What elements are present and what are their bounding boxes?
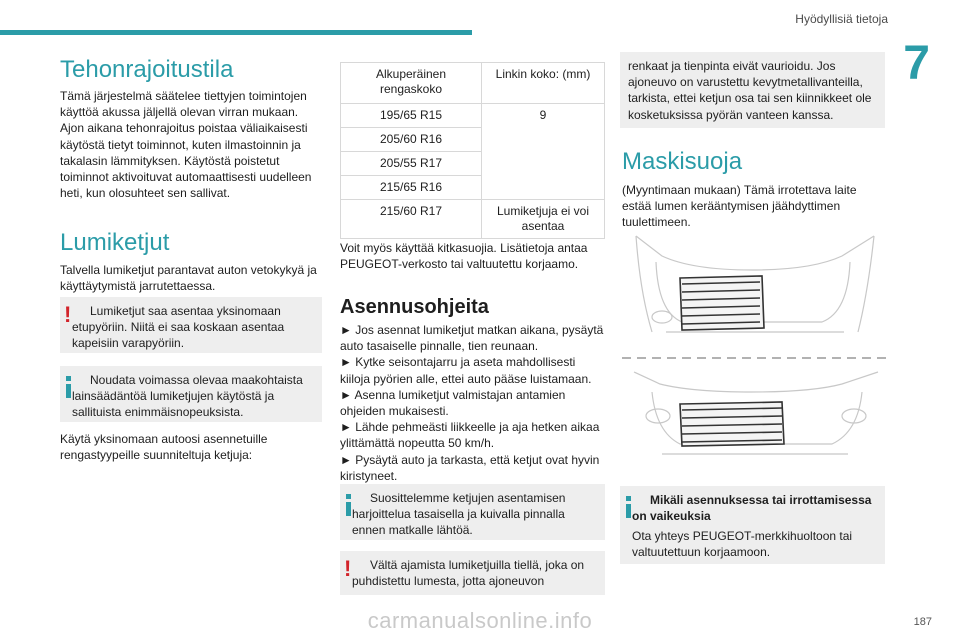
installation-title: Asennusohjeita — [340, 296, 489, 318]
chains-usage-text: Käytä yksinomaan autoosi asennetuille rengastyypeille suunniteltuja ketjuja: — [60, 432, 268, 463]
chapter-number: 7 — [903, 37, 930, 90]
step-2: ► Kytke seisontajarru ja aseta mahdollisesti kiiloja pyörien alle, ettei auto pääse luistamaan. — [340, 355, 592, 386]
info-note-legislation: Noudata voimassa olevaa maakohtaista lainsäädäntöä lumiketjujen käytöstä ja sallituista enimmäisnopeuksista. — [60, 366, 322, 422]
section-title: Hyödyllisiä tietoja — [795, 12, 888, 26]
installation-steps — [340, 322, 605, 484]
snow-chains-text: Talvella lumiketjut parantavat auton vetokykyä ja käyttäytymistä jarrutettaessa. — [60, 263, 317, 294]
power-limit-text: Tämä järjestelmä säätelee tiettyjen toimintojen käyttöä akussa jäljellä olevan virran mukaan. Ajon aikana tehonrajoitus poistaa väliaikaisesti käytöstä tietyt toiminnot, kuten ilmastoinnin ja takalasin lämmityksen. Käytöstä poistetut toiminnot aktivoituvat automaattisesti uudelleen heti, kun olosuhteet sen sallivat. — [60, 89, 312, 201]
grille-cover-text: (Myyntimaan mukaan) Tämä irrotettava laite estää lumen kerääntymisen jäähdyttimen tuulettimeen. — [622, 183, 857, 230]
grille-cover-title: Maskisuoja — [622, 148, 743, 175]
info-icon — [346, 494, 351, 516]
info-icon — [66, 376, 71, 398]
chain-size-table — [340, 62, 605, 239]
grille-cover-upper — [680, 276, 764, 330]
info-note-difficulties: Mikäli asennuksessa tai irrottamisessa on vaikeuksia Ota yhteys PEUGEOT-merkkihuoltoon tai valtuutettuun korjaamoon. — [620, 486, 885, 564]
warning-icon: ! — [64, 302, 72, 327]
table-row: 195/65 R15 9 — [341, 104, 605, 128]
table-header-link: Linkin koko: (mm) — [482, 63, 605, 104]
table-row: 215/60 R17 Lumiketjuja ei voi asentaa — [341, 200, 605, 239]
table-header-tire: Alkuperäinen rengaskoko — [341, 63, 482, 104]
power-limit-title: Tehonrajoitustila — [60, 56, 234, 83]
table-row: 205/60 R16 — [341, 128, 605, 152]
watermark: carmanualsonline.info — [367, 608, 593, 633]
table-row: 215/65 R16 — [341, 176, 605, 200]
link-size-9: 9 — [482, 104, 605, 200]
warning-note-cleared-road: ! Vältä ajamista lumiketjuilla tiellä, joka on puhdistettu lumesta, jotta ajoneuvon — [340, 551, 605, 595]
step-3: ► Asenna lumiketjut valmistajan antamien ohjeiden mukaisesti. — [340, 387, 566, 419]
grille-cover-lower — [680, 402, 784, 446]
link-size-none: Lumiketjuja ei voi asentaa — [482, 200, 605, 239]
grille-cover-illustration — [622, 232, 886, 472]
step-1: ► Jos asennat lumiketjut matkan aikana, pysäytä auto tasaiselle pinnalle, tien reunaan. — [340, 323, 604, 354]
friction-covers-text: Voit myös käyttää kitkasuojia. Lisätietoja antaa PEUGEOT-verkosto tai valtuutettu korjaamo. — [340, 241, 588, 272]
warning-note-front-wheels: ! Lumiketjut saa asentaa yksinomaan etupyöriin. Niitä ei saa koskaan asentaa kapeisiin varapyöriin. — [60, 297, 322, 353]
warning-note-continued: renkaat ja tienpinta eivät vaurioidu. Jos ajoneuvo on varustettu kevytmetallivanteilla, tarkista, ettei ketjun osa tai sen kiinnikkeet ole kosketuksissa pyörän vanteen kanssa. — [620, 52, 885, 128]
info-note-practice: Suosittelemme ketjujen asentamisen harjoittelua tasaisella ja kuivalla pinnalla ennen matkalle lähtöä. — [340, 484, 605, 540]
page-number: 187 — [913, 616, 932, 628]
table-row: 205/55 R17 — [341, 152, 605, 176]
header-accent-bar — [0, 30, 472, 35]
step-5: ► Pysäytä auto ja tarkasta, että ketjut ovat hyvin kiristyneet. — [340, 452, 600, 483]
warning-icon: ! — [344, 556, 352, 581]
table-header-row — [341, 63, 605, 104]
info-icon — [626, 496, 631, 518]
step-4: ► Lähde pehmeästi liikkeelle ja aja hetken aikaa ylittämättä nopeutta 50 km/h. — [340, 420, 600, 451]
snow-chains-title: Lumiketjut — [60, 229, 170, 256]
